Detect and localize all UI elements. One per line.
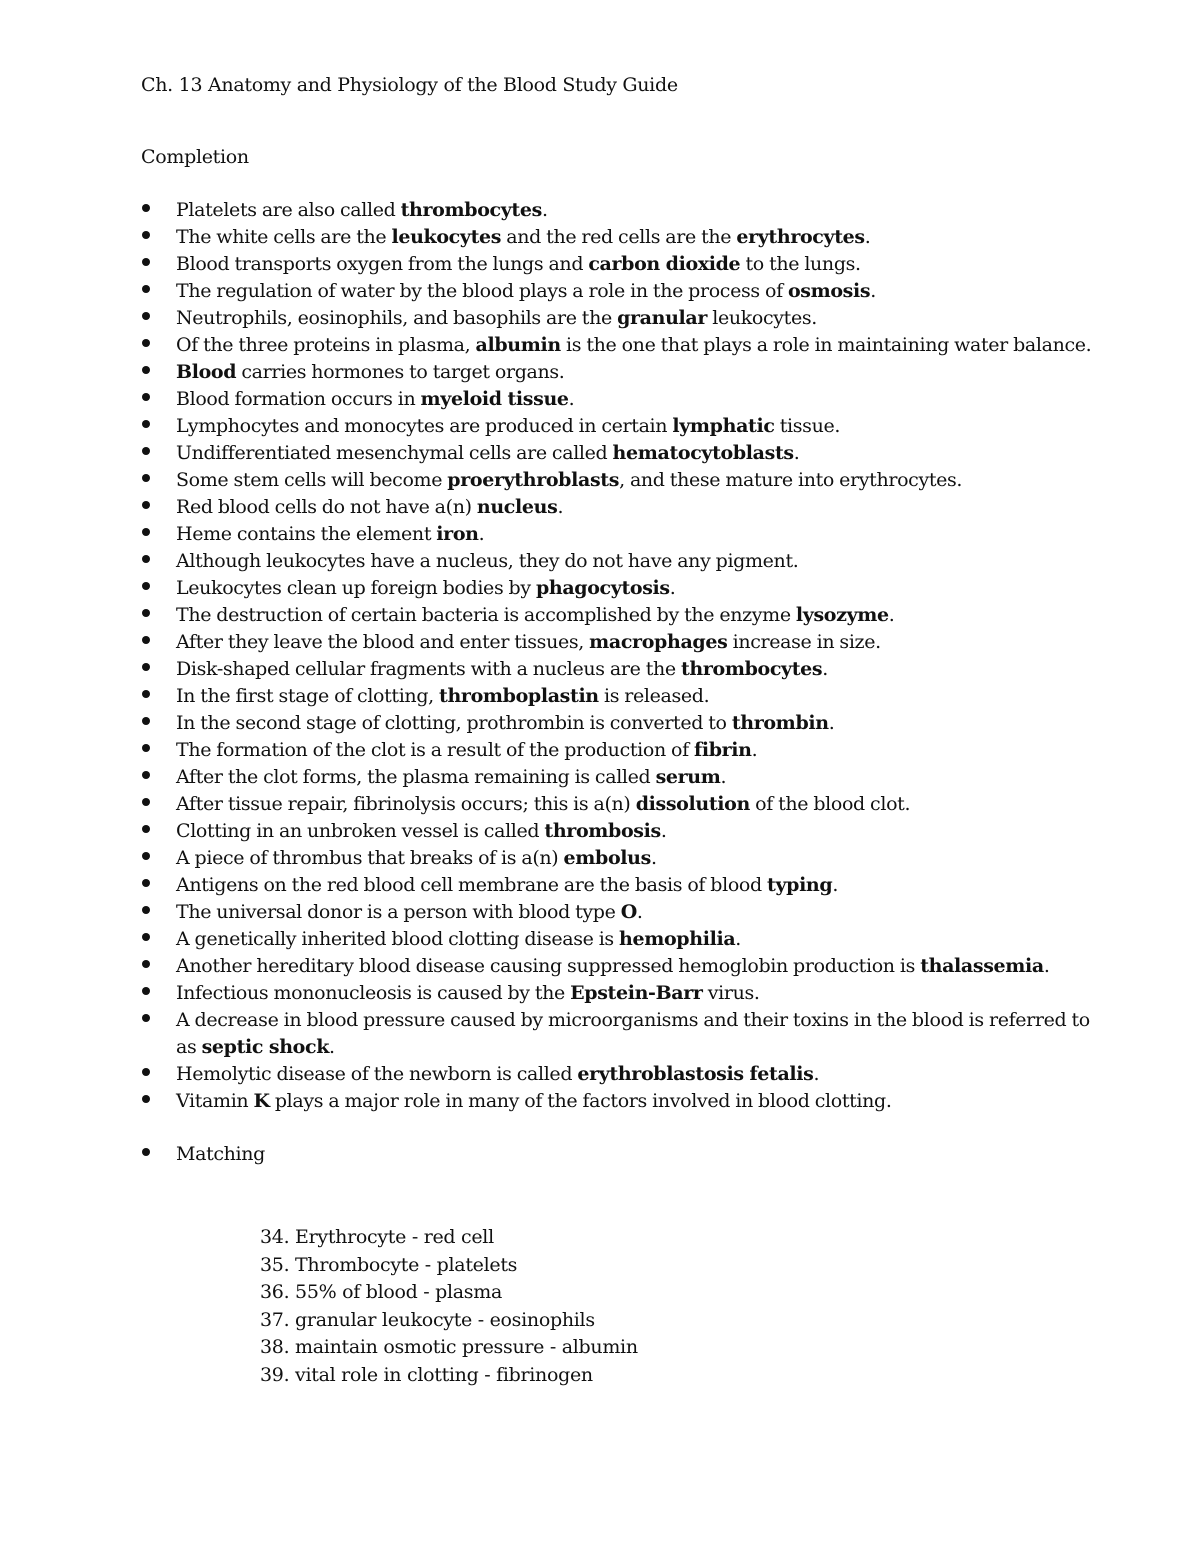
answer-term: carbon dioxide: [588, 253, 741, 275]
answer-term: proerythroblasts: [447, 469, 620, 491]
item-text: .: [1043, 955, 1050, 977]
item-text: Leukocytes clean up foreign bodies by: [176, 577, 536, 599]
item-text: Undifferentiated mesenchymal cells are called: [176, 442, 613, 464]
answer-term: O: [620, 901, 637, 923]
item-text: .: [329, 1036, 335, 1058]
item-text: , and these mature into erythrocytes.: [619, 469, 963, 491]
completion-item: [141, 251, 1101, 278]
completion-list: [141, 197, 1101, 1168]
completion-item: [141, 359, 1101, 386]
answer-term: thrombocytes: [400, 199, 542, 221]
completion-item: [141, 224, 1101, 251]
item-text: carries hormones to target organs.: [236, 361, 565, 383]
item-text: In the first stage of clotting,: [176, 685, 440, 707]
answer-term: osmosis: [787, 280, 871, 302]
item-text: .: [822, 658, 828, 680]
completion-item: [141, 791, 1101, 818]
completion-item: [141, 467, 1101, 494]
completion-heading: Completion: [141, 146, 249, 168]
completion-item: [141, 197, 1101, 224]
item-text: A piece of thrombus that breaks of is a(n): [176, 847, 564, 869]
item-text: leukocytes.: [707, 307, 817, 329]
answer-term: thrombin: [731, 712, 829, 734]
item-text: .: [557, 496, 564, 518]
item-text: After the clot forms, the plasma remaining is called: [176, 766, 656, 788]
item-text: Neutrophils, eosinophils, and basophils are the: [176, 307, 618, 329]
answer-term: macrophages: [589, 631, 728, 653]
answer-term: thrombocytes: [680, 658, 823, 680]
completion-item: [141, 899, 1101, 926]
completion-item: [141, 953, 1101, 980]
item-text: Heme contains the element: [176, 523, 437, 545]
item-text: Another hereditary blood disease causing suppressed hemoglobin production is: [176, 955, 921, 977]
completion-item: [141, 413, 1101, 440]
completion-item: [141, 278, 1101, 305]
answer-term: dissolution: [635, 793, 750, 815]
item-text: Disk-shaped cellular fragments with a nucleus are the: [176, 658, 681, 680]
completion-item: [141, 737, 1101, 764]
completion-item: [141, 764, 1101, 791]
item-text: The regulation of water by the blood plays a role in the process of: [176, 280, 788, 302]
answer-term: lysozyme: [795, 604, 889, 626]
item-text: plays a major role in many of the factors involved in blood clotting.: [269, 1090, 892, 1112]
item-text: .: [832, 874, 839, 896]
item-text: .: [669, 577, 676, 599]
item-text: increase in size.: [727, 631, 881, 653]
item-text: Hemolytic disease of the newborn is called: [176, 1063, 578, 1085]
item-text: A decrease in blood pressure caused by microorganisms and their toxins in the blood is referred to as: [176, 1009, 1090, 1058]
answer-term: embolus: [563, 847, 651, 869]
completion-item: [141, 494, 1101, 521]
item-text: is the one that plays a role in maintaining water balance.: [560, 334, 1092, 356]
item-text: Although leukocytes have a nucleus, they do not have any pigment.: [176, 550, 799, 572]
answer-term: fibrin: [694, 739, 752, 761]
answer-term: iron: [436, 523, 479, 545]
completion-item: [141, 305, 1101, 332]
completion-item: [141, 575, 1101, 602]
answer-term: K: [253, 1090, 270, 1112]
completion-item: [141, 683, 1101, 710]
item-text: .: [888, 604, 895, 626]
item-text: .: [813, 1063, 820, 1085]
answer-term: septic shock: [201, 1036, 330, 1058]
matching-item: 36. 55% of blood - plasma: [260, 1281, 502, 1303]
item-text: .: [751, 739, 758, 761]
item-text: The universal donor is a person with blood type: [176, 901, 621, 923]
item-text: Blood transports oxygen from the lungs and: [176, 253, 589, 275]
matching-item: 37. granular leukocyte - eosinophils: [260, 1308, 595, 1331]
answer-term: leukocytes: [391, 226, 502, 248]
completion-item: [141, 548, 1101, 575]
completion-item: [141, 1007, 1101, 1061]
document-title: Ch. 13 Anatomy and Physiology of the Blood Study Guide: [141, 74, 678, 96]
item-text: After they leave the blood and enter tissues,: [176, 631, 590, 653]
item-text: Blood formation occurs in: [176, 388, 421, 410]
answer-term: typing: [767, 874, 833, 896]
completion-item: [141, 440, 1101, 467]
matching-heading: Matching: [141, 1141, 1101, 1168]
matching-item: 38. maintain osmotic pressure - albumin: [260, 1336, 638, 1358]
answer-term: albumin: [475, 334, 561, 356]
item-text: of the blood clot.: [749, 793, 911, 815]
item-text: .: [864, 226, 871, 248]
answer-term: granular: [617, 307, 708, 329]
item-text: tissue.: [774, 415, 841, 437]
item-text: is released.: [598, 685, 710, 707]
item-text: .: [478, 523, 485, 545]
completion-item: [141, 818, 1101, 845]
answer-term: erythroblastosis fetalis: [577, 1063, 814, 1085]
item-text: .: [541, 199, 548, 221]
completion-item: [141, 872, 1101, 899]
completion-item: [141, 386, 1101, 413]
matching-item: 35. Thrombocyte - platelets: [260, 1253, 518, 1276]
answer-term: hematocytoblasts: [612, 442, 794, 464]
item-text: virus.: [702, 982, 760, 1004]
answer-term: Blood: [176, 361, 237, 383]
answer-term: phagocytosis: [535, 577, 670, 599]
item-text: Lymphocytes and monocytes are produced in certain: [176, 415, 673, 437]
item-text: Antigens on the red blood cell membrane are the basis of blood: [176, 874, 768, 896]
completion-item: [141, 656, 1101, 683]
item-text: .: [793, 442, 800, 464]
item-text: A genetically inherited blood clotting disease is: [176, 928, 620, 950]
item-text: and the red cells are the: [501, 226, 737, 248]
item-text: After tissue repair, fibrinolysis occurs; this is a(n): [176, 793, 636, 815]
completion-item: [141, 710, 1101, 737]
item-text: .: [828, 712, 835, 734]
matching-item: 39. vital role in clotting - fibrinogen: [260, 1363, 593, 1386]
answer-term: myeloid tissue: [420, 388, 569, 410]
completion-item: [141, 332, 1101, 359]
matching-item: 34. Erythrocyte - red cell: [260, 1226, 494, 1248]
item-text: Clotting in an unbroken vessel is called: [176, 820, 545, 842]
completion-item: [141, 602, 1101, 629]
matching-list: [260, 1224, 638, 1389]
item-text: .: [568, 388, 575, 410]
answer-term: Epstein-Barr: [570, 982, 703, 1004]
item-text: The destruction of certain bacteria is accomplished by the enzyme: [176, 604, 796, 626]
completion-item: [141, 629, 1101, 656]
item-text: Platelets are also called: [176, 199, 401, 221]
answer-term: erythrocytes: [736, 226, 865, 248]
completion-item: [141, 845, 1101, 872]
answer-term: serum: [655, 766, 721, 788]
completion-item: [141, 926, 1101, 953]
completion-item: [141, 1088, 1101, 1115]
item-text: Infectious mononucleosis is caused by the: [176, 982, 571, 1004]
item-text: .: [660, 820, 667, 842]
completion-item: [141, 980, 1101, 1007]
answer-term: nucleus: [476, 496, 558, 518]
answer-term: hemophilia: [619, 928, 736, 950]
completion-item: [141, 521, 1101, 548]
item-text: In the second stage of clotting, prothrombin is converted to: [176, 712, 732, 734]
item-text: to the lungs.: [740, 253, 861, 275]
item-text: .: [636, 901, 643, 923]
answer-term: thromboplastin: [439, 685, 599, 707]
answer-term: thrombosis: [544, 820, 661, 842]
item-text: .: [735, 928, 741, 950]
item-text: The formation of the clot is a result of the production of: [176, 739, 694, 761]
item-text: The white cells are the: [176, 226, 392, 248]
item-text: Vitamin: [176, 1090, 254, 1112]
completion-item: [141, 1061, 1101, 1088]
item-text: .: [870, 280, 876, 302]
item-text: .: [720, 766, 727, 788]
answer-term: lymphatic: [672, 415, 775, 437]
item-text: Some stem cells will become: [176, 469, 448, 491]
item-text: .: [650, 847, 657, 869]
item-text: Of the three proteins in plasma,: [176, 334, 476, 356]
item-text: Red blood cells do not have a(n): [176, 496, 477, 518]
answer-term: thalassemia: [920, 955, 1044, 977]
